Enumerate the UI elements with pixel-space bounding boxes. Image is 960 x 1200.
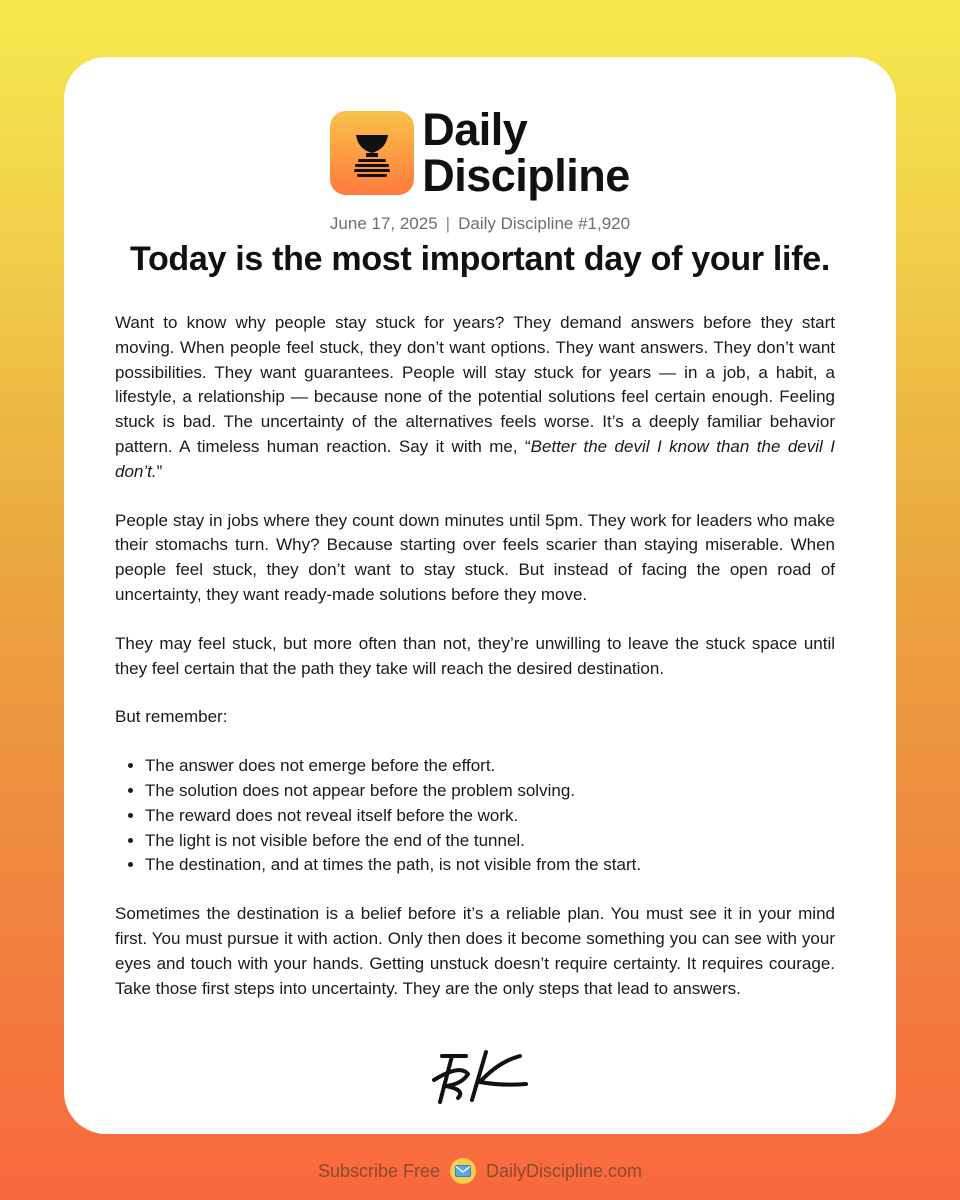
envelope-icon xyxy=(450,1158,476,1184)
brand-header xyxy=(64,104,896,201)
reminder-list xyxy=(115,754,835,878)
brand-name xyxy=(422,104,630,201)
paragraph-3: They may feel stuck, but more often than not, they’re unwilling to leave the stuck space until they feel certain that the path they take will reach the desired destination. xyxy=(115,633,835,678)
issue-date: June 17, 2025 xyxy=(329,214,438,233)
meta-separator: | xyxy=(445,214,451,233)
hourglass-sunset-icon xyxy=(330,111,414,195)
paragraph-5: Sometimes the destination is a belief before it’s a reliable plan. You must see it in your mind first. You must pursue it with action. Only then does it become something you can see with your eyes and touch with your hands. Getting unstuck doesn’t require certainty. It requires courage. Take those first steps into uncertainty. They are the only steps that lead to answers. xyxy=(115,904,835,998)
paragraph-1-text: Want to know why people stay stuck for years? They demand answers before they start moving. When people feel stuck, they don’t want options. They want answers. They don’t want possibilities. They want guarantees. People will stay stuck for years — in a job, a habit, a lifestyle, a relationship — because none of the potential solutions feel certain enough. Feeling stuck is bad. The uncertainty of the alternatives feels worse. It’s a deeply familiar behavior pattern. A timeless human reaction. Say it with me, “ xyxy=(115,313,835,456)
issue-meta xyxy=(64,214,896,234)
list-item: • The solution does not appear before the problem solving. xyxy=(145,779,835,804)
website-link[interactable]: DailyDiscipline.com xyxy=(486,1160,643,1181)
paragraph-4: But remember: xyxy=(115,707,228,727)
brand-name-line2: Discipline xyxy=(422,150,630,201)
article-body xyxy=(115,311,835,1025)
footer xyxy=(0,1158,960,1184)
list-item: • The reward does not reveal itself before the work. xyxy=(145,804,835,829)
paragraph-2: People stay in jobs where they count down minutes until 5pm. They work for leaders who make their stomachs turn. Why? Because starting over feels scarier than staying miserable. When people feel stuck, they don’t want to stay stuck. But instead of facing the open road of uncertainty, they want ready-made solutions before they move. xyxy=(115,510,835,604)
brand-name-line1: Daily xyxy=(422,104,528,155)
subscribe-link[interactable]: Subscribe Free xyxy=(317,1160,440,1181)
newsletter-card xyxy=(64,57,896,1134)
paragraph-1-end: ” xyxy=(156,461,163,481)
paragraph-1-quote: Better the devil I know than the devil I don’t. xyxy=(115,436,835,481)
list-item: • The light is not visible before the end of the tunnel. xyxy=(145,829,835,854)
signature xyxy=(432,1050,528,1106)
page-title: Today is the most important day of your life. xyxy=(130,240,830,278)
paragraph-1 xyxy=(115,311,835,485)
list-item: • The destination, and at times the path, is not visible from the start. xyxy=(145,853,835,878)
list-item: • The answer does not emerge before the effort. xyxy=(145,754,835,779)
issue-number: Daily Discipline #1,920 xyxy=(458,214,631,233)
